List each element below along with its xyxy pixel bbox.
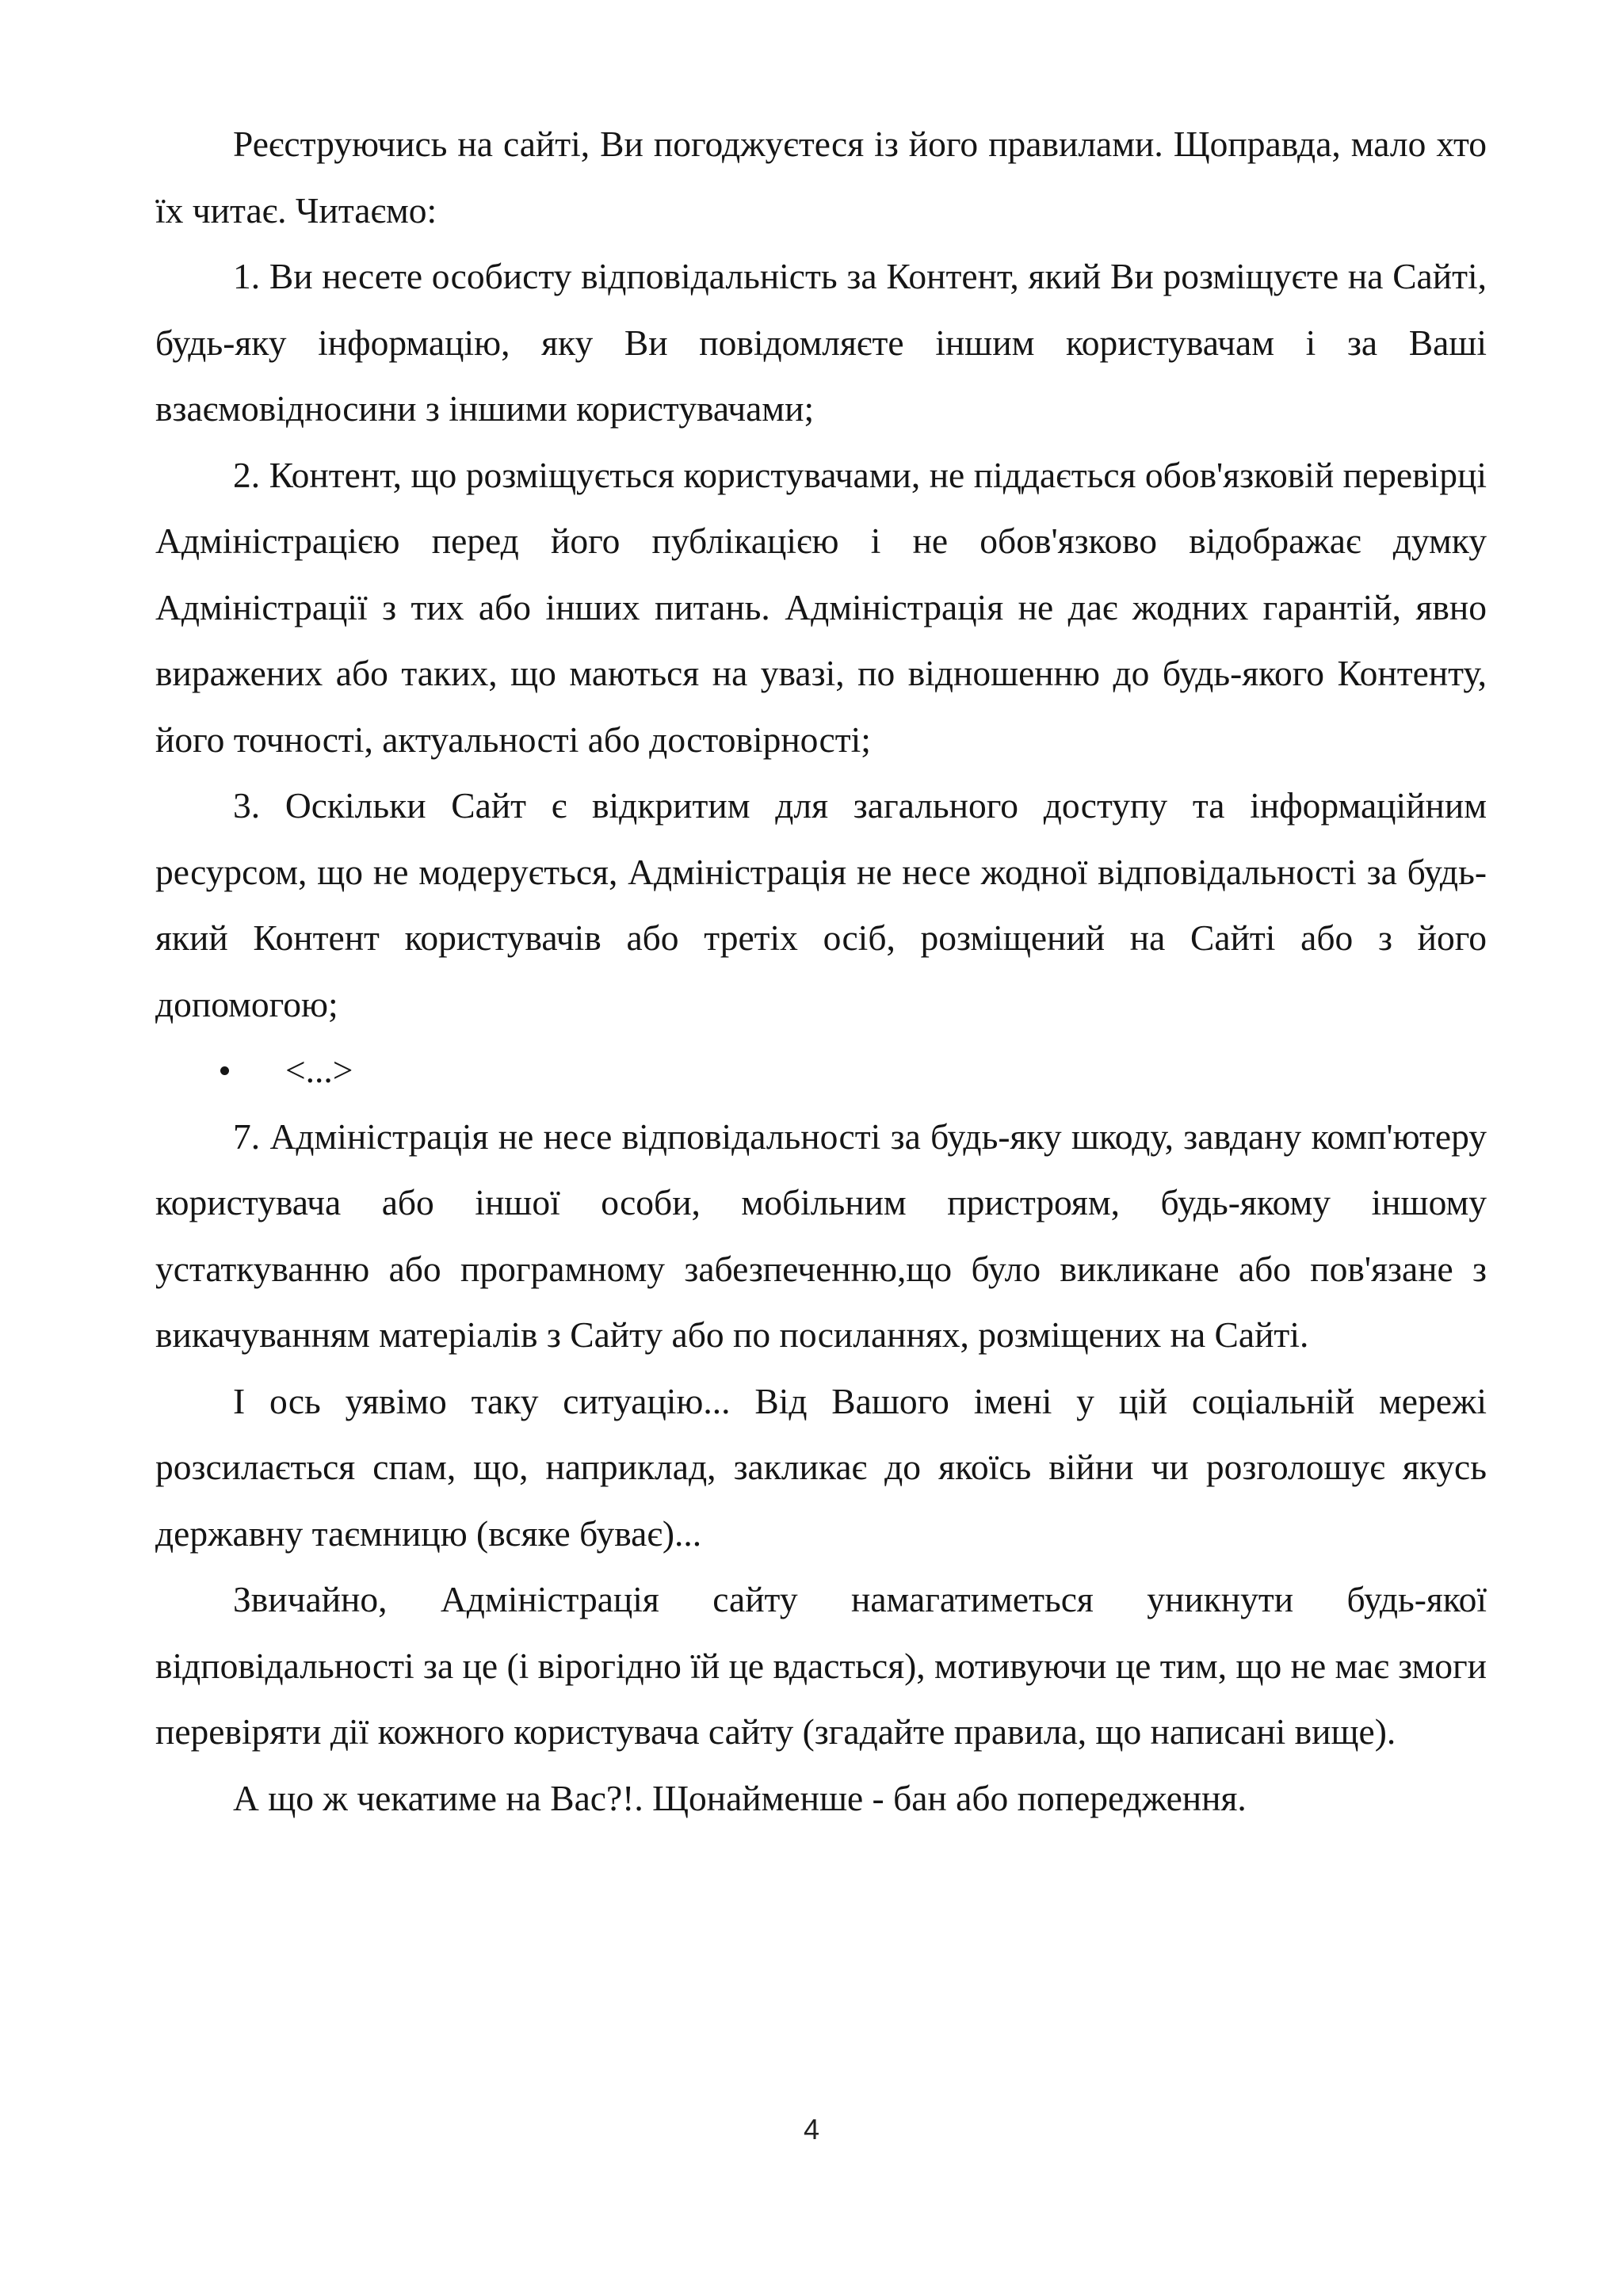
bullet-dot-icon	[220, 1066, 229, 1075]
paragraph-administration: Звичайно, Адміністрація сайту намагатиметься уникнути будь-якої відповідальності за це (і вірогідно їй це вдасться), мотивуючи це тим, що не має змоги перевіряти дії кожного користувача сайту (згадайте правила, що написані вище).	[155, 1579, 1487, 1752]
bullet-item-text: <...>	[285, 1050, 353, 1090]
paragraph-rule-7: 7. Адміністрація не несе відповідальності за будь-яку шкоду, завдану комп'ютеру користувача або іншої особи, мобільним пристроям, будь-якому іншому устаткуванню або програмному забезпеченню,що було викликане або пов'язане з викачуванням матеріалів з Сайту або по посиланнях, розміщених на Сайті.	[155, 1116, 1487, 1355]
page-number: 4	[803, 2113, 820, 2145]
paragraph-rule-3: 3. Оскільки Сайт є відкритим для загального доступу та інформаційним ресурсом, що не модерується, Адміністрація не несе жодної відповідальності за будь-який Контент користувачів або третіх осіб, розміщений на Сайті або з його допомогою;	[155, 785, 1487, 1024]
paragraph-situation: І ось уявімо таку ситуацію... Від Вашого імені у цій соціальній мережі розсилається спам, що, наприклад, закликає до якоїсь війни чи розголошує якусь державну таємницю (всяке буває)...	[155, 1380, 1487, 1554]
paragraph-rule-2: 2. Контент, що розміщується користувачами, не піддається обов'язковій перевірці Адміністрацією перед його публікацією і не обов'язково відображає думку Адміністрації з тих або інших питань. Адміністрація не дає жодних гарантій, явно виражених або таких, що маються на увазі, по відношенню до будь-якого Контенту, його точності, актуальності або достовірності;	[155, 454, 1487, 760]
paragraph-conclusion: А що ж чекатиме на Вас?!. Щонайменше - бан або попередження.	[233, 1777, 1247, 1818]
paragraph-rule-1: 1. Ви несете особисту відповідальність за Контент, який Ви розміщуєте на Сайті, будь-яку інформацію, яку Ви повідомляєте іншим користувачам і за Ваші взаємовідносини з іншими користувачами;	[155, 256, 1487, 429]
document-body	[155, 111, 1487, 1831]
bullet-item	[155, 1037, 1487, 1104]
paragraph-intro: Реєструючись на сайті, Ви погоджуєтеся із його правилами. Щоправда, мало хто їх читає. Читаємо:	[155, 124, 1487, 231]
